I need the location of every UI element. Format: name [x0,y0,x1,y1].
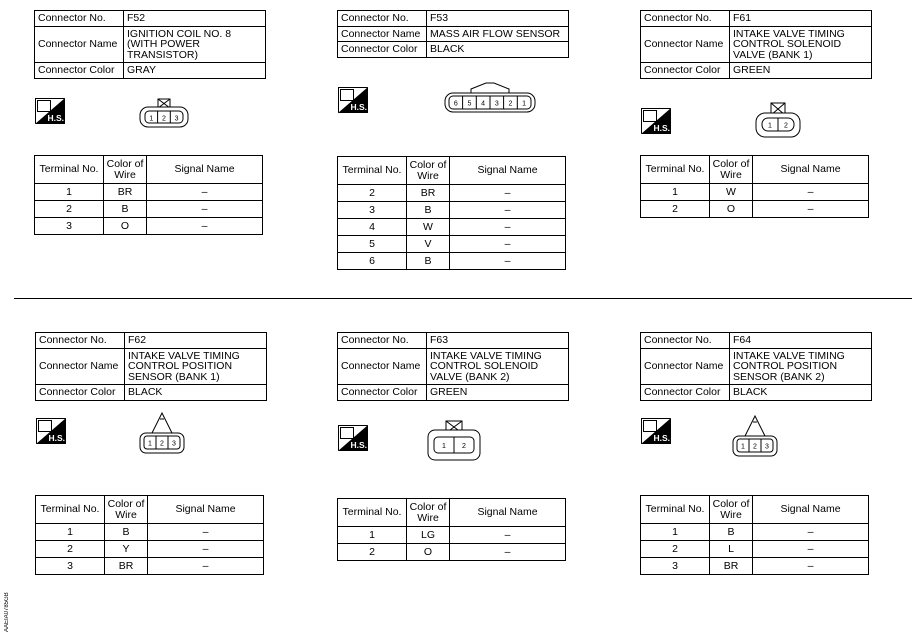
signal-cell: – [753,524,869,541]
connector-name-value: INTAKE VALVE TIMING CONTROL POSITION SENSOR (BANK 1) [125,348,267,385]
connector-info-table [640,332,872,401]
connector-color-label: Connector Color [641,385,730,401]
connector-name-label: Connector Name [338,348,427,385]
terminal-cell: 6 [338,253,407,270]
connector-face-icon [754,102,802,140]
figure-code: AAEIA0785GB [4,592,10,632]
signal-cell: – [148,524,264,541]
connector-block-f62 [35,332,267,572]
signal-cell: – [753,201,869,218]
connector-face-icon [731,414,779,458]
table-row [641,558,869,575]
hs-label: H.S. [47,113,64,123]
terminal-no-header: Terminal No. [36,496,105,524]
connector-block-f52 [34,10,266,232]
connector-name-label: Connector Name [641,26,730,63]
connector-no-label: Connector No. [641,11,730,27]
pin-label: 2 [160,440,164,448]
connector-no-value: F63 [427,333,569,349]
connector-color-value: BLACK [427,42,569,58]
signal-cell: – [147,184,263,201]
table-row [338,253,566,270]
terminal-no-header: Terminal No. [338,499,407,527]
connector-name-label: Connector Name [338,26,427,42]
terminal-cell: 1 [35,184,104,201]
wire-cell: O [407,544,450,561]
wire-cell: LG [407,527,450,544]
signal-cell: – [450,527,566,544]
pin-label: 1 [148,440,152,448]
connector-no-value: F64 [730,333,872,349]
connector-name-value: INTAKE VALVE TIMING CONTROL SOLENOID VALVE (BANK 2) [427,348,569,385]
connector-color-label: Connector Color [338,385,427,401]
connector-block-f53 [337,10,569,267]
signal-name-header: Signal Name [753,496,869,524]
signal-cell: – [450,202,566,219]
terminal-table [337,498,566,561]
connector-name-label: Connector Name [35,26,124,63]
hs-label: H.S. [653,433,670,443]
pin-label: 2 [462,443,466,450]
wire-color-header: Color of Wire [104,156,147,184]
connector-info-table [640,10,872,79]
wire-color-header: Color of Wire [407,499,450,527]
connector-block-f64 [640,332,872,572]
hs-icon [641,108,671,134]
table-row [338,236,566,253]
wire-color-header: Color of Wire [710,156,753,184]
hs-label: H.S. [653,123,670,133]
connector-name-value: IGNITION COIL NO. 8 (WITH POWER TRANSISTOR) [124,26,266,63]
signal-cell: – [753,184,869,201]
terminal-cell: 2 [338,185,407,202]
wire-cell: B [104,201,147,218]
terminal-cell: 2 [641,541,710,558]
connector-name-value: INTAKE VALVE TIMING CONTROL POSITION SENSOR (BANK 2) [730,348,872,385]
wire-cell: B [407,202,450,219]
hs-icon [36,418,66,444]
terminal-table [35,495,264,575]
wire-cell: W [407,219,450,236]
terminal-no-header: Terminal No. [35,156,104,184]
wire-cell: BR [104,184,147,201]
wire-cell: L [710,541,753,558]
pin-label: 3 [174,115,179,123]
connector-no-value: F52 [124,11,266,27]
connector-info-table [337,332,569,401]
signal-name-header: Signal Name [450,499,566,527]
signal-cell: – [147,218,263,235]
table-row [338,219,566,236]
terminal-cell: 3 [36,558,105,575]
connector-color-value: GREEN [730,63,872,79]
table-row [641,541,869,558]
connector-name-label: Connector Name [36,348,125,385]
table-row [35,201,263,218]
signal-cell: – [450,544,566,561]
table-row [338,527,566,544]
connector-no-value: F62 [125,333,267,349]
connector-face-icon [138,411,186,455]
signal-cell: – [450,236,566,253]
connector-no-value: F53 [427,11,569,27]
signal-cell: – [753,541,869,558]
terminal-cell: 1 [641,524,710,541]
connector-no-label: Connector No. [35,11,124,27]
table-row [36,541,264,558]
signal-cell: – [148,558,264,575]
terminal-table [640,155,869,218]
connector-info-table [35,332,267,401]
connector-color-label: Connector Color [36,385,125,401]
hs-label: H.S. [350,102,367,112]
wire-cell: O [104,218,147,235]
pin-label: 2 [508,100,513,108]
terminal-cell: 1 [641,184,710,201]
wire-color-header: Color of Wire [105,496,148,524]
signal-cell: – [450,219,566,236]
connector-name-value: MASS AIR FLOW SENSOR [427,26,569,42]
terminal-cell: 1 [36,524,105,541]
signal-cell: – [450,253,566,270]
terminal-cell: 2 [35,201,104,218]
pin-label: 2 [784,122,788,130]
connector-face-icon [443,82,537,114]
hs-icon [338,425,368,451]
connector-no-label: Connector No. [338,333,427,349]
terminal-cell: 4 [338,219,407,236]
connector-name-value: INTAKE VALVE TIMING CONTROL SOLENOID VALVE (BANK 1) [730,26,872,63]
terminal-table [337,156,566,270]
wire-cell: B [407,253,450,270]
connector-color-label: Connector Color [35,63,124,79]
connector-color-value: BLACK [730,385,872,401]
wire-cell: BR [710,558,753,575]
connector-color-value: GRAY [124,63,266,79]
signal-name-header: Signal Name [450,157,566,185]
connector-block-f63 [337,332,569,558]
terminal-no-header: Terminal No. [641,156,710,184]
signal-name-header: Signal Name [753,156,869,184]
wire-cell: B [105,524,148,541]
terminal-cell: 1 [338,527,407,544]
terminal-cell: 3 [641,558,710,575]
terminal-cell: 5 [338,236,407,253]
connector-color-label: Connector Color [338,42,427,58]
pin-label: 5 [467,100,472,108]
hs-icon [35,98,65,124]
table-row [36,558,264,575]
wire-cell: BR [407,185,450,202]
connector-block-f61 [640,10,872,215]
hs-label: H.S. [48,433,65,443]
connector-color-label: Connector Color [641,63,730,79]
wire-cell: W [710,184,753,201]
terminal-cell: 2 [36,541,105,558]
wire-cell: BR [105,558,148,575]
connector-name-label: Connector Name [641,348,730,385]
connector-no-label: Connector No. [338,11,427,27]
terminal-table [640,495,869,575]
pin-label: 6 [453,100,458,108]
signal-cell: – [450,185,566,202]
table-row [641,201,869,218]
hs-icon [641,418,671,444]
connector-color-value: BLACK [125,385,267,401]
signal-cell: – [148,541,264,558]
pin-label: 3 [494,100,499,108]
table-row [641,524,869,541]
table-row [338,185,566,202]
pin-label: 2 [753,443,757,451]
pin-label: 3 [765,443,769,451]
section-divider [14,298,912,299]
connector-info-table [34,10,266,79]
signal-cell: – [753,558,869,575]
terminal-cell: 2 [338,544,407,561]
terminal-cell: 3 [35,218,104,235]
wire-cell: B [710,524,753,541]
connector-no-label: Connector No. [36,333,125,349]
pin-label: 1 [149,115,154,123]
pin-label: 2 [162,115,166,123]
wire-color-header: Color of Wire [710,496,753,524]
pin-label: 3 [172,440,176,448]
hs-label: H.S. [350,440,367,450]
connector-face-icon [426,420,482,462]
terminal-no-header: Terminal No. [338,157,407,185]
connector-no-value: F61 [730,11,872,27]
signal-name-header: Signal Name [148,496,264,524]
signal-cell: – [147,201,263,218]
pin-label: 1 [442,443,446,450]
connector-face-icon [138,98,190,128]
table-row [36,524,264,541]
wire-cell: O [710,201,753,218]
pin-label: 1 [768,122,772,130]
terminal-cell: 2 [641,201,710,218]
table-row [35,218,263,235]
table-row [338,544,566,561]
pin-label: 4 [481,100,486,108]
connector-info-table [337,10,569,58]
terminal-no-header: Terminal No. [641,496,710,524]
hs-icon [338,87,368,113]
table-row [338,202,566,219]
signal-name-header: Signal Name [147,156,263,184]
pin-label: 1 [522,100,527,108]
pin-label: 1 [741,443,745,451]
terminal-cell: 3 [338,202,407,219]
wire-cell: Y [105,541,148,558]
connector-no-label: Connector No. [641,333,730,349]
table-row [35,184,263,201]
connector-color-value: GREEN [427,385,569,401]
wire-cell: V [407,236,450,253]
terminal-table [34,155,263,235]
wire-color-header: Color of Wire [407,157,450,185]
table-row [641,184,869,201]
